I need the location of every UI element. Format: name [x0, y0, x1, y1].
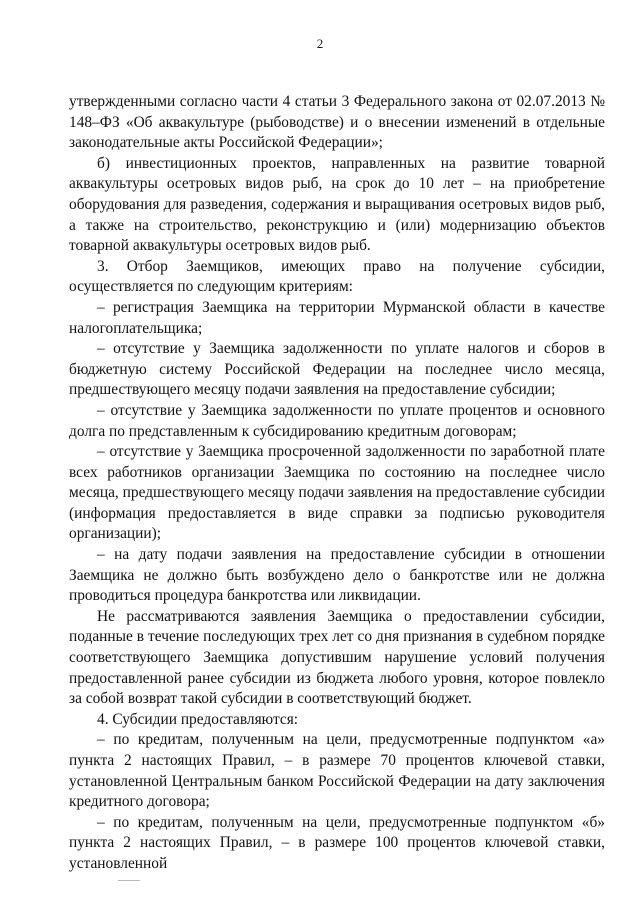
paragraph-not-considered: Не рассматриваются заявления Заемщика о предоставлении субсидии, поданные в течение последующих трех лет со дня признания в судебном порядке соответствующего Заемщика допустившим нарушение условий получения предоставленной ранее субсидии из бюджета любого уровня, которое повлекло за собой возврат такой субсидии в соответствующий бюджет. — [69, 607, 605, 708]
paragraph-1: утвержденными согласно части 4 статьи 3 Федерального закона от 02.07.2013 № 148–ФЗ «Об аквакультуре (рыбоводстве) и о внесении изменений в отдельные законодательные акты Российской Федерации»; — [69, 93, 605, 152]
paragraph-2: б) инвестиционных проектов, направленных на развитие товарной аквакультуры осетровых видов рыб, на срок до 10 лет – на приобретение оборудования для разведения, содержания и выращивания осетровых видов рыб, а также на строительство, реконструкцию и (или) модернизацию объектов товарной аквакультуры осетровых видов рыб. — [69, 154, 605, 255]
paragraph-4-heading: 4. Субсидии предоставляются: — [97, 710, 299, 728]
subsidy-rate-b: – по кредитам, полученным на цели, предусмотренные подпунктом «б» пункта 2 настоящих Правил, – в размере 100 процентов ключевой ставки, установленной — [69, 813, 605, 872]
criterion-salary-debt: – отсутствие у Заемщика просроченной задолженности по заработной плате всех работников организации Заемщика по состоянию на последнее число месяца, предшествующего месяцу подачи заявления на предоставление субсидии (информация предоставляется в виде справки за подписью руководителя организации); — [69, 443, 605, 543]
page-number: 2 — [316, 36, 324, 51]
criterion-loan-debt: – отсутствие у Заемщика задолженности по уплате процентов и основного долга по представленным к субсидированию кредитным договорам; — [69, 401, 605, 440]
subsidy-rate-a: – по кредитам, полученным на цели, предусмотренные подпунктом «а» пункта 2 настоящих Правил, – в размере 70 процентов ключевой ставки, установленной Центральным банком Российской Федерации на дату заключения кредитного договора; — [69, 731, 605, 811]
criterion-tax-debt: – отсутствие у Заемщика задолженности по уплате налогов и сборов в бюджетную систему Российской Федерации на последнее число месяца, предшествующего месяцу подачи заявления на предоставление субсидии; — [69, 340, 605, 399]
paragraph-3: 3. Отбор Заемщиков, имеющих право на получение субсидии, осуществляется по следующим критериям: — [69, 257, 605, 296]
criterion-registration: – регистрация Заемщика на территории Мурманской области в качестве налогоплательщика; — [69, 298, 605, 337]
criterion-bankruptcy: – на дату подачи заявления на предоставление субсидии в отношении Заемщика не должно быть возбуждено дело о банкротстве или не должна проводиться процедура банкротства или ликвидации. — [69, 546, 605, 605]
scan-artifact-line — [118, 880, 140, 881]
document-body — [69, 92, 605, 875]
